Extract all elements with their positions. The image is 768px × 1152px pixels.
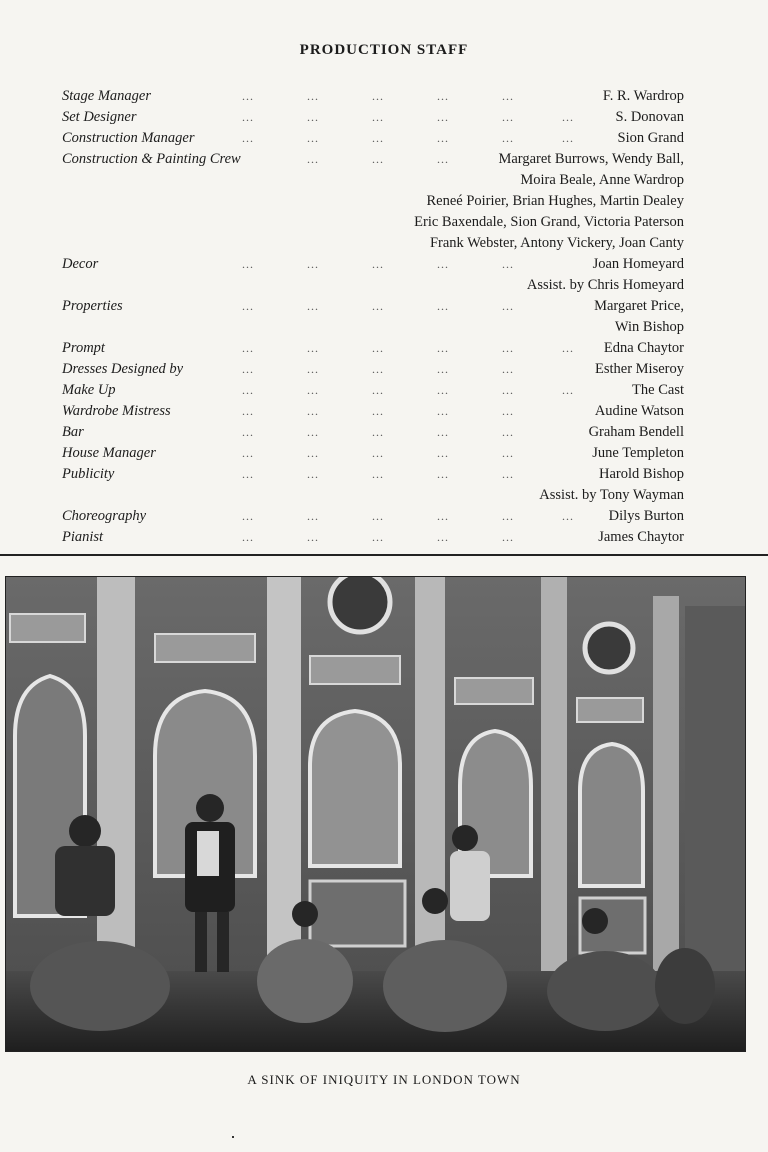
leader-dots: ... ... ... ... ... ...	[242, 110, 574, 124]
staff-role: Bar	[62, 424, 84, 440]
staff-role: Wardrobe Mistress	[62, 403, 171, 419]
staff-row	[62, 380, 684, 400]
staff-name: Margaret Burrows, Wendy Ball,	[498, 151, 684, 167]
staff-row-continued	[62, 317, 684, 337]
staff-role: Make Up	[62, 382, 116, 398]
staff-row	[62, 464, 684, 484]
staff-row-continued	[62, 170, 684, 190]
leader-dots: ... ... ... ... ...	[242, 299, 514, 313]
staff-name: Margaret Price,	[594, 298, 684, 314]
staff-row	[62, 107, 684, 127]
leader-dots: ... ... ... ... ...	[242, 362, 514, 376]
staff-role: Dresses Designed by	[62, 361, 184, 377]
staff-row-continued	[62, 233, 684, 253]
staff-role: House Manager	[62, 445, 156, 461]
page-heading: PRODUCTION STAFF	[299, 42, 469, 58]
staff-row	[62, 254, 684, 274]
staff-role: Decor	[62, 256, 99, 272]
staff-name: Reneé Poirier, Brian Hughes, Martin Dealey	[426, 193, 684, 209]
staff-row	[62, 506, 684, 526]
staff-name: Moira Beale, Anne Wardrop	[520, 172, 684, 188]
staff-role: Properties	[62, 298, 123, 314]
staff-role: Pianist	[62, 529, 104, 545]
stage-photograph	[5, 576, 746, 1052]
leader-dots: ... ... ... ... ...	[242, 530, 514, 544]
leader-dots: ... ... ... ... ...	[242, 89, 514, 103]
leader-dots: ... ... ... ... ... ...	[242, 383, 574, 397]
divider-rule	[0, 554, 768, 556]
staff-name: June Templeton	[592, 445, 684, 461]
staff-name: Eric Baxendale, Sion Grand, Victoria Paterson	[414, 214, 684, 230]
leader-dots: ... ... ... ... ...	[242, 446, 514, 460]
staff-name: Edna Chaytor	[603, 340, 684, 356]
staff-name: Frank Webster, Antony Vickery, Joan Canty	[429, 235, 684, 251]
staff-name: Assist. by Chris Homeyard	[526, 277, 684, 293]
staff-name: Assist. by Tony Wayman	[539, 487, 684, 503]
staff-row	[62, 527, 684, 547]
staff-role: Prompt	[62, 340, 105, 356]
staff-row	[62, 401, 684, 421]
staff-row	[62, 86, 684, 106]
staff-role: Stage Manager	[62, 88, 151, 104]
leader-dots: ... ... ... ... ... ...	[242, 341, 574, 355]
staff-role: Choreography	[62, 508, 147, 524]
leader-dots: ... ... ... ... ...	[242, 467, 514, 481]
leader-dots: ... ... ... ... ... ...	[242, 509, 574, 523]
staff-name: F. R. Wardrop	[602, 88, 684, 104]
leader-dots: ... ... ... ... ...	[242, 404, 514, 418]
leader-dots: ... ... ... ... ... ...	[242, 131, 574, 145]
staff-name: Harold Bishop	[599, 466, 684, 482]
leader-dots: ... ... ... ... ...	[242, 425, 514, 439]
staff-name: Esther Miseroy	[595, 361, 684, 377]
staff-row	[62, 128, 684, 148]
staff-name: S. Donovan	[615, 109, 684, 125]
staff-row	[62, 296, 684, 316]
staff-row-continued	[62, 485, 684, 505]
staff-role: Set Designer	[62, 109, 137, 125]
staff-name: Graham Bendell	[588, 424, 684, 440]
print-speck	[232, 1136, 234, 1138]
leader-dots: ... ... ...	[307, 152, 449, 166]
staff-row	[62, 359, 684, 379]
staff-name: The Cast	[632, 382, 684, 398]
staff-name: Joan Homeyard	[592, 256, 684, 272]
staff-name: Audine Watson	[594, 403, 684, 419]
staff-row	[62, 422, 684, 442]
staff-row-continued	[62, 212, 684, 232]
photo-caption: A SINK OF INIQUITY IN LONDON TOWN	[247, 1072, 521, 1087]
staff-name: Sion Grand	[617, 130, 684, 146]
staff-name: Dilys Burton	[608, 508, 684, 524]
staff-name: Win Bishop	[614, 319, 684, 335]
staff-role: Construction & Painting Crew	[62, 151, 241, 167]
staff-row	[62, 443, 684, 463]
staff-row-continued	[62, 275, 684, 295]
staff-row-continued	[62, 191, 684, 211]
staff-role: Publicity	[62, 466, 115, 482]
staff-row	[62, 149, 684, 169]
staff-row	[62, 338, 684, 358]
leader-dots: ... ... ... ... ...	[242, 257, 514, 271]
staff-role: Construction Manager	[62, 130, 195, 146]
staff-name: James Chaytor	[598, 529, 684, 545]
